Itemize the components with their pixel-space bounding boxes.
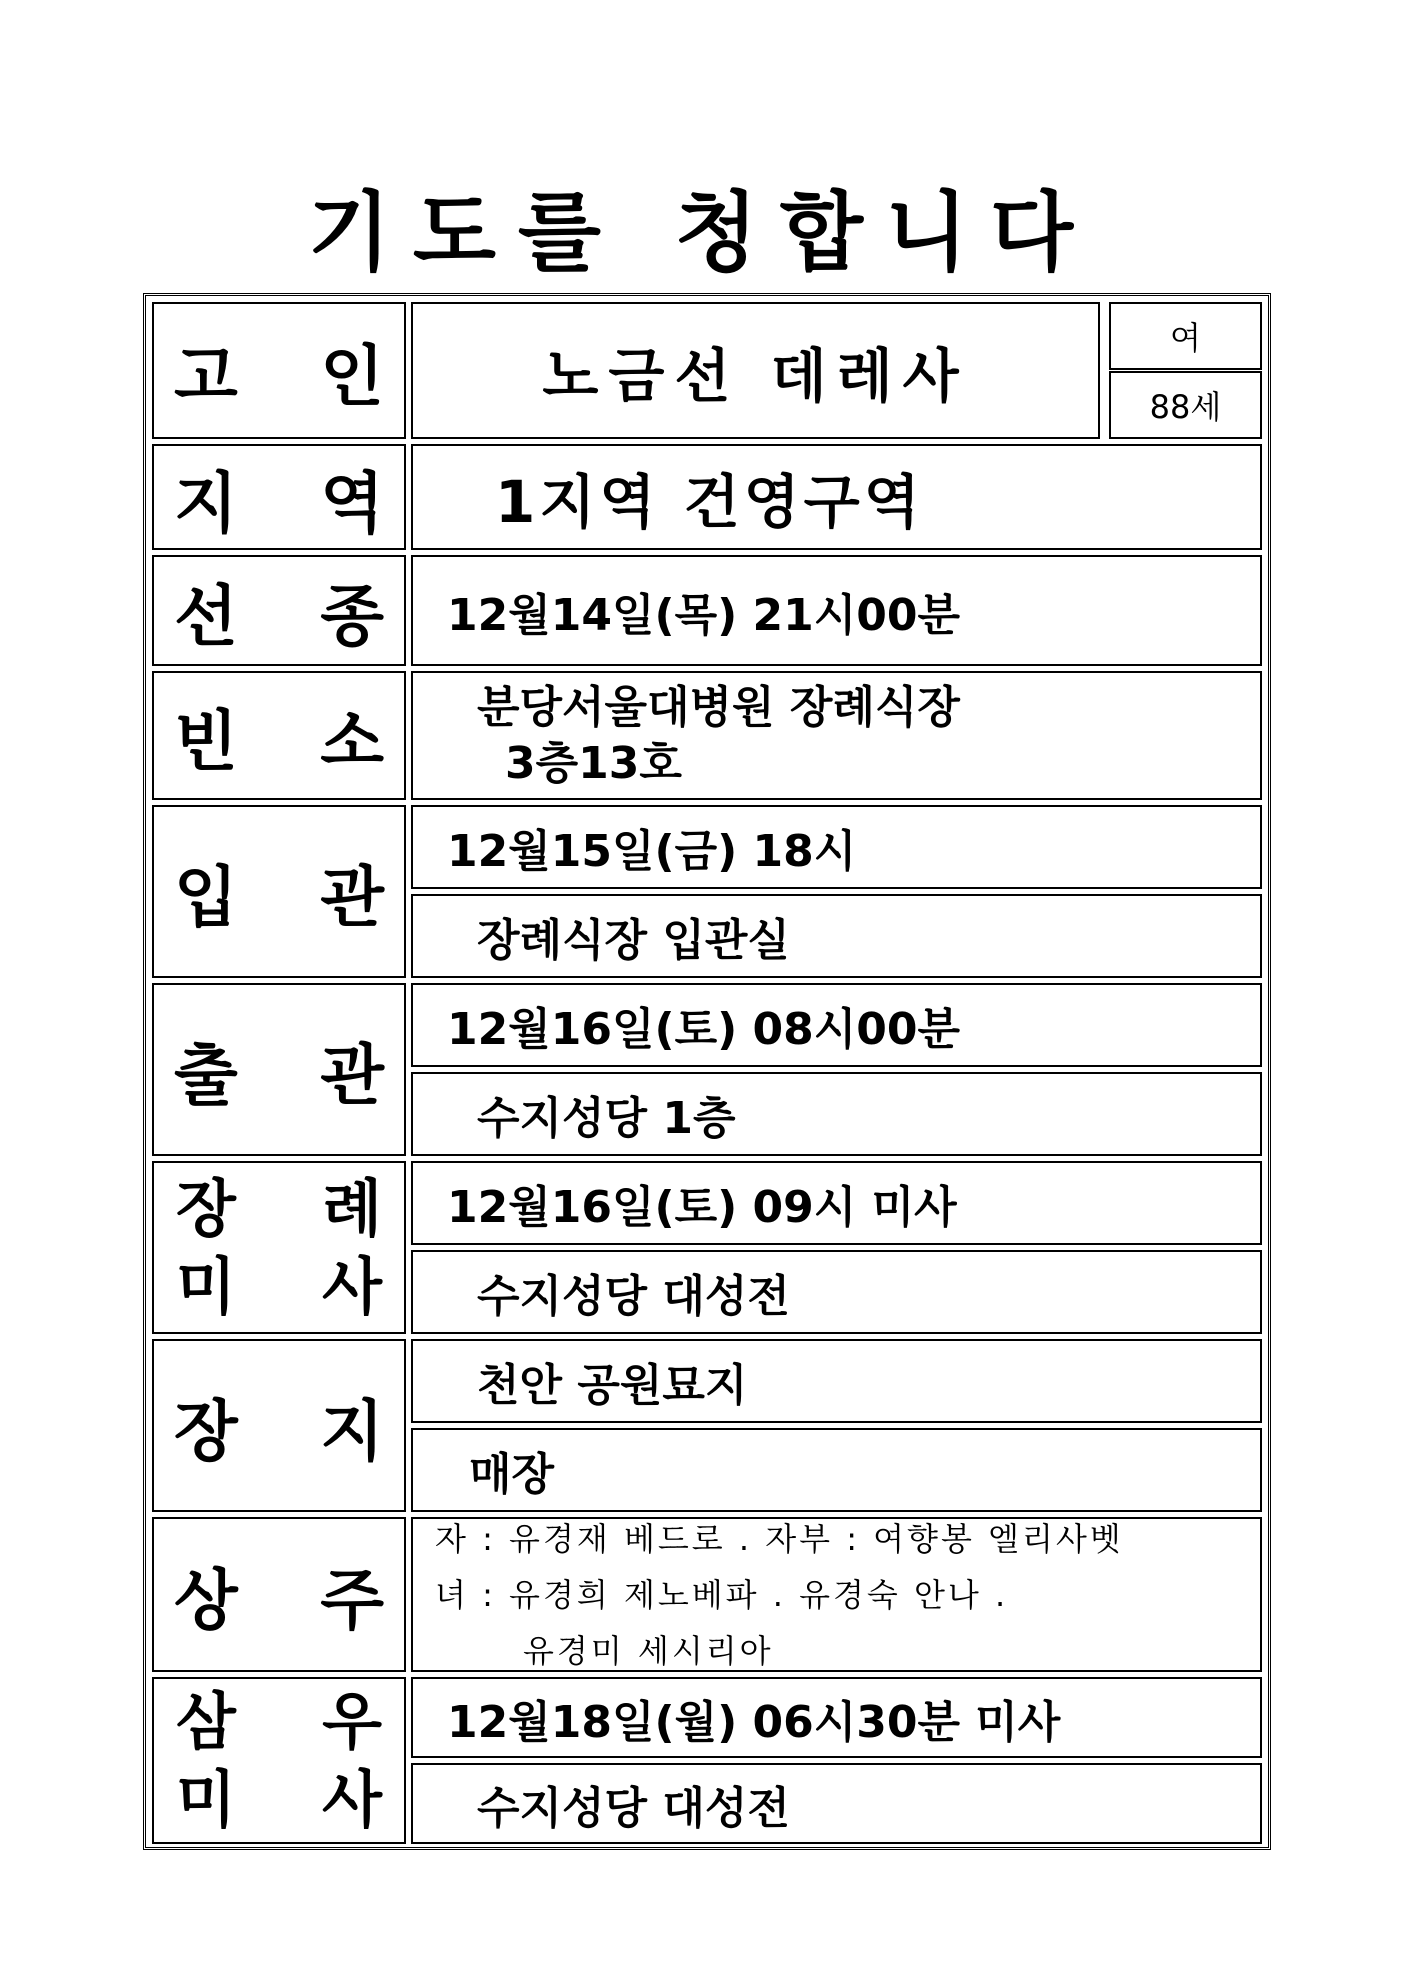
- chief-mourners-label: 상 주: [152, 1517, 406, 1672]
- mourners-daughters-cont: 유경미 세시리아: [523, 1631, 774, 1670]
- burial-method: 매장: [411, 1428, 1262, 1512]
- region-label: 지 역: [152, 444, 406, 550]
- third-day-mass-label: 삼 우 미 사: [152, 1677, 406, 1844]
- region-value: 1지역 건영구역: [411, 444, 1262, 550]
- death-label: 선 종: [152, 555, 406, 666]
- mourners-sons: 자 : 유경재 베드로 . 자부 : 여향봉 엘리사벳: [435, 1519, 1124, 1558]
- mortuary-line1: 분당서울대병원 장례식장: [477, 681, 960, 733]
- funeral-mass-time: 12월16일(토) 09시 미사: [411, 1161, 1262, 1245]
- burial-label: 장 지: [152, 1339, 406, 1512]
- mortuary-line2: 3층13호: [505, 737, 682, 789]
- mortuary-label: 빈 소: [152, 671, 406, 800]
- deceased-name: 노금선 데레사: [411, 302, 1100, 439]
- death-time: 12월14일(목) 21시00분: [411, 555, 1262, 666]
- obituary-table: [143, 293, 1271, 1850]
- encoffining-label: 입 관: [152, 805, 406, 978]
- burial-place: 천안 공원묘지: [411, 1339, 1262, 1423]
- funeral-mass-place: 수지성당 대성전: [411, 1250, 1262, 1334]
- third-day-mass-time: 12월18일(월) 06시30분 미사: [411, 1677, 1262, 1758]
- deceased-age: 88세: [1109, 371, 1262, 439]
- third-day-mass-place: 수지성당 대성전: [411, 1763, 1262, 1844]
- encoffining-time: 12월15일(금) 18시: [411, 805, 1262, 889]
- departure-label: 출 관: [152, 983, 406, 1156]
- mortuary-value: [411, 671, 1262, 800]
- chief-mourners-value: [411, 1517, 1262, 1672]
- deceased-gender: 여: [1109, 302, 1262, 370]
- funeral-mass-label: 장 례 미 사: [152, 1161, 406, 1334]
- departure-place: 수지성당 1층: [411, 1072, 1262, 1156]
- mourners-daughters: 녀 : 유경희 제노베파 . 유경숙 안나 .: [435, 1575, 1009, 1614]
- encoffining-place: 장례식장 입관실: [411, 894, 1262, 978]
- page-title: 기도를 청합니다: [307, 183, 1096, 283]
- deceased-label: 고 인: [152, 302, 406, 439]
- departure-time: 12월16일(토) 08시00분: [411, 983, 1262, 1067]
